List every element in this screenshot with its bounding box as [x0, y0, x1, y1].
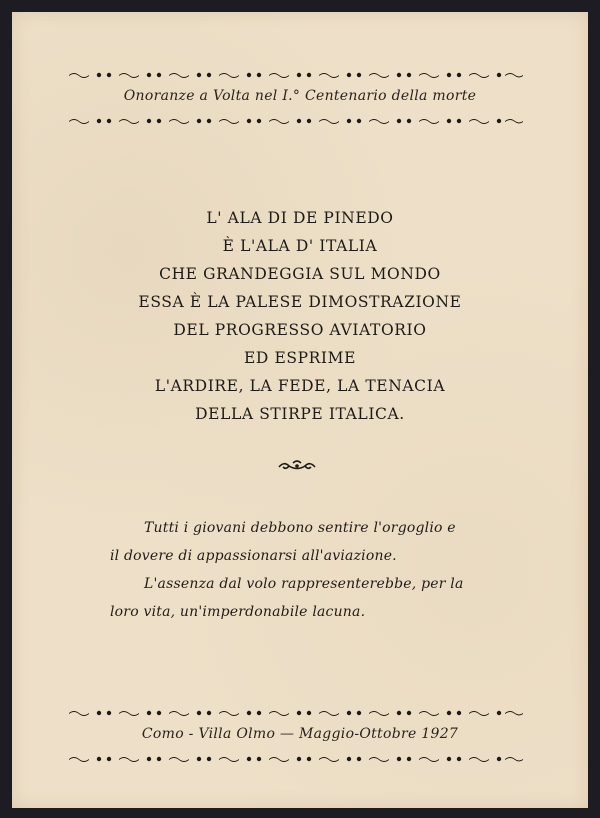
proclamation-line: CHE GRANDEGGIA SUL MONDO [159, 265, 441, 283]
proclamation-line: L'ARDIRE, LA FEDE, LA TENACIA [154, 377, 446, 395]
proclamation-line: DELLA STIRPE ITALICA. [195, 405, 405, 423]
proclamation-line: DEL PROGRESSO AVIATORIO [173, 321, 427, 339]
paragraph-1-line-2: il dovere di appassionarsi all'aviazione. [110, 548, 397, 564]
proclamation-line: ED ESPRIME [243, 349, 356, 367]
proclamation-line: È L'ALA D' ITALIA [222, 237, 378, 255]
paragraph-1-line-1: Tutti i giovani debbono sentire l'orgoglio e [144, 520, 456, 536]
proclamation-line: L' ALA DI DE PINEDO [206, 209, 394, 227]
proclamation [12, 204, 588, 428]
paragraph-2-line-1: L'assenza dal volo rappresenterebbe, per la [144, 576, 464, 592]
proclamation-line: ESSA È LA PALESE DIMOSTRAZIONE [138, 293, 462, 311]
bottom-ornament-rule-lower [69, 754, 523, 764]
document-page [12, 12, 588, 808]
header-title: Onoranze a Volta nel I.° Centenario della morte [123, 88, 477, 104]
fleuron-ornament-icon [276, 459, 318, 473]
footer-place-date: Como - Villa Olmo — Maggio-Ottobre 1927 [141, 726, 459, 742]
bottom-ornament-rule-upper [69, 708, 523, 718]
top-ornament-rule-lower [69, 116, 523, 126]
paragraph-2-line-2: loro vita, un'imperdonabile lacuna. [110, 604, 366, 620]
top-ornament-rule-upper [69, 70, 523, 80]
